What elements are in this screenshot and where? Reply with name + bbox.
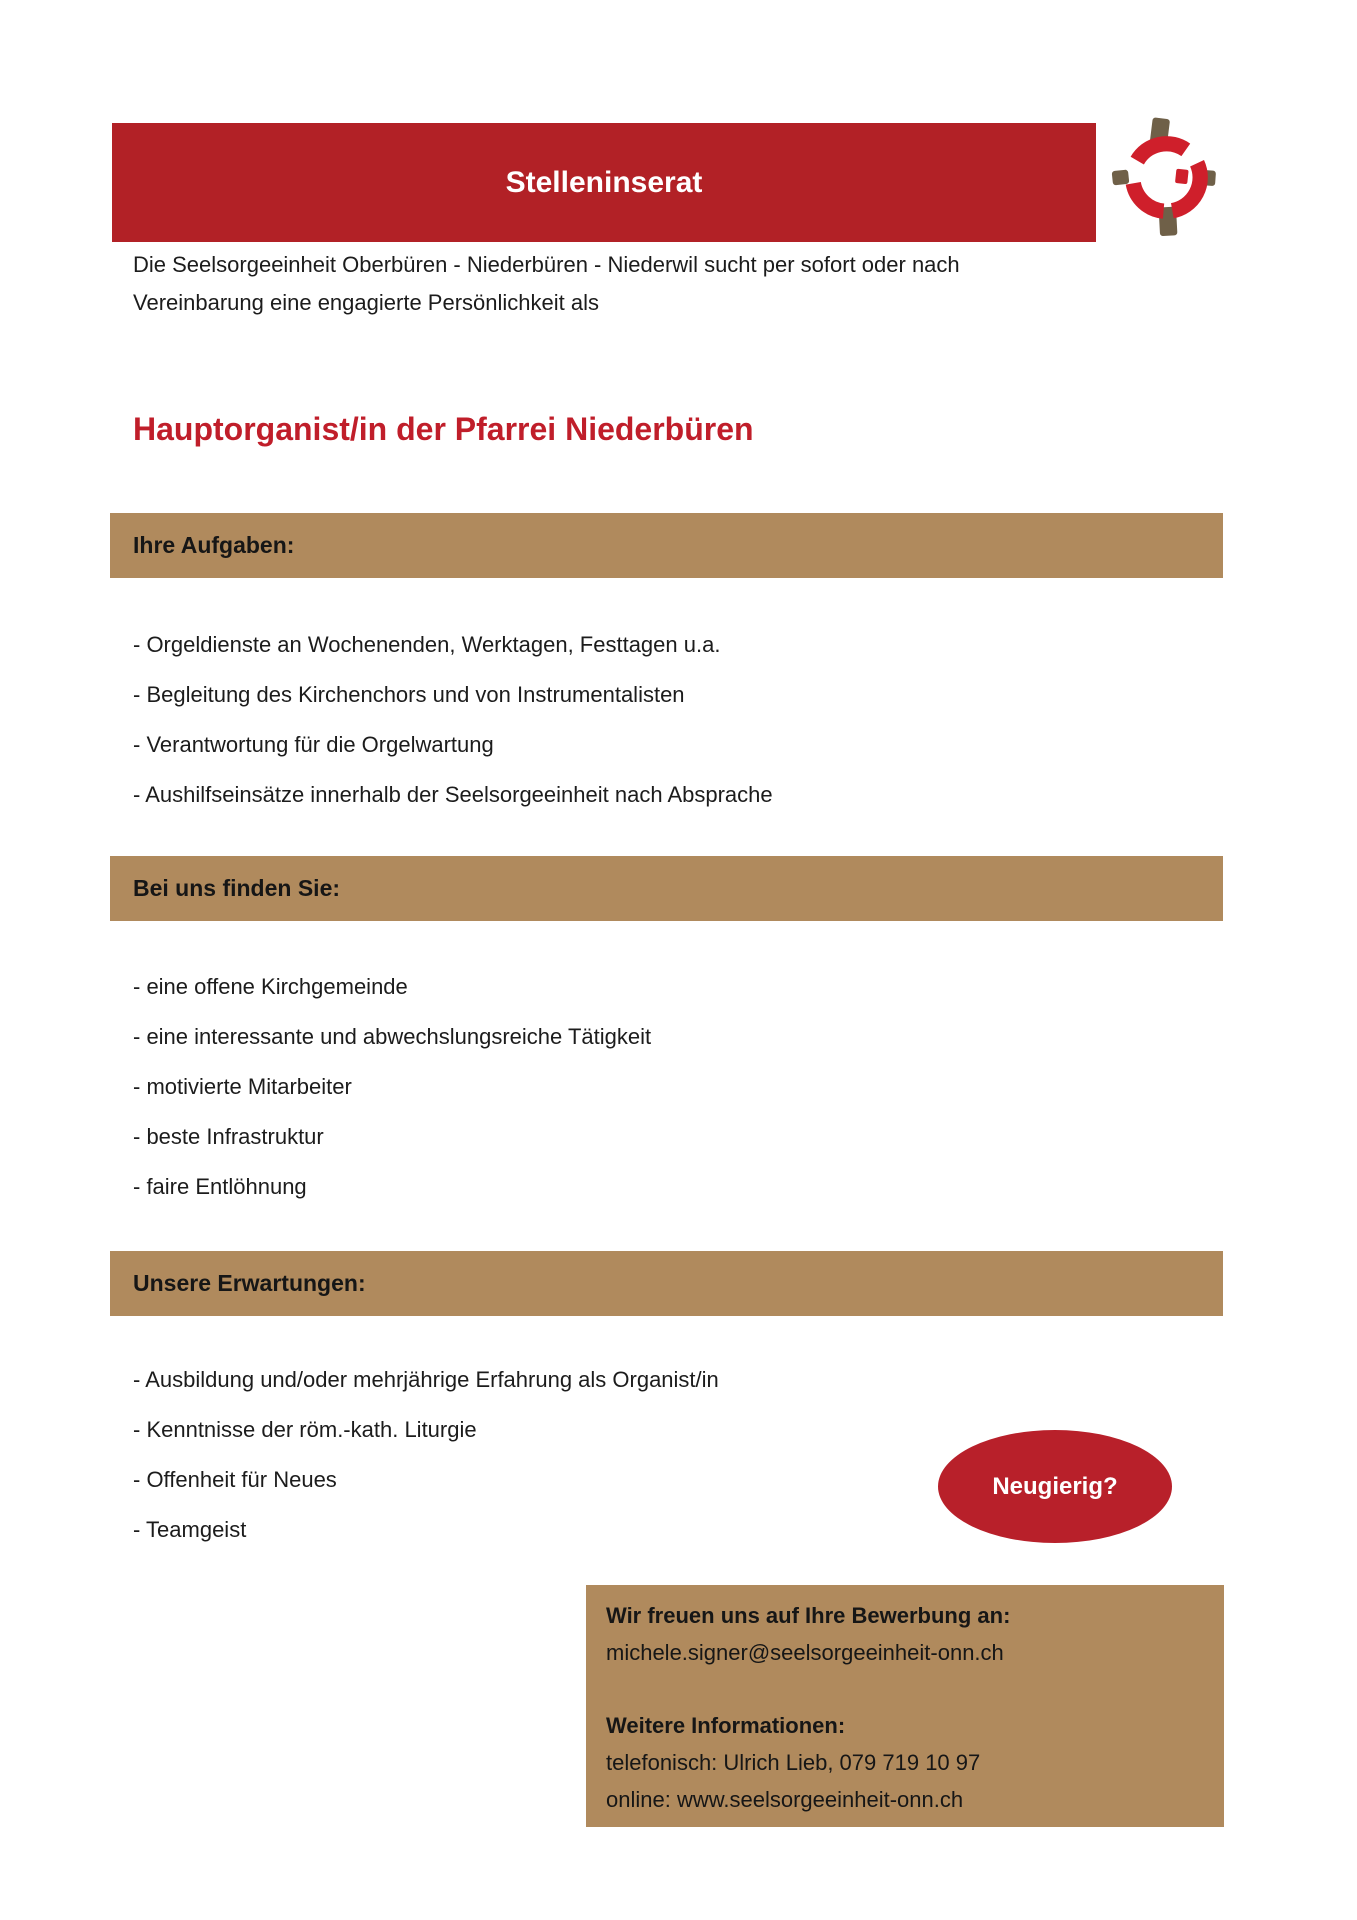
section-heading-label: Bei uns finden Sie: bbox=[133, 875, 341, 901]
section-heading-aufgaben bbox=[110, 513, 1223, 578]
apply-email: michele.signer@seelsorgeeinheit-onn.ch bbox=[606, 1640, 1004, 1665]
list-item: - Kenntnisse der röm.-kath. Liturgie bbox=[133, 1417, 477, 1442]
header-bar bbox=[112, 123, 1096, 242]
intro-text: Die Seelsorgeeinheit Oberbüren - Niederbüren - Niederwil sucht per sofort oder nach Vereinbarung eine engagierte Persönlichkeit als bbox=[133, 252, 960, 315]
list-item: - Offenheit für Neues bbox=[133, 1467, 337, 1492]
list-item: - faire Entlöhnung bbox=[133, 1174, 307, 1199]
section-heading-label: Unsere Erwartungen: bbox=[133, 1270, 366, 1296]
contact-box bbox=[586, 1585, 1224, 1827]
info-website: online: www.seelsorgeeinheit-onn.ch bbox=[606, 1787, 964, 1812]
section-heading-expectations bbox=[110, 1251, 1223, 1316]
seelsorgeeinheit-logo-icon bbox=[1103, 110, 1231, 248]
info-heading: Weitere Informationen: bbox=[606, 1713, 846, 1738]
list-item: - Orgeldienste an Wochenenden, Werktagen, Festtagen u.a. bbox=[133, 632, 721, 657]
list-item: - Begleitung des Kirchenchors und von Instrumentalisten bbox=[133, 682, 685, 707]
task-list bbox=[133, 620, 773, 820]
neugierig-badge-label: Neugierig? bbox=[992, 1472, 1118, 1500]
job-title: Hauptorganist/in der Pfarrei Niederbüren bbox=[133, 411, 754, 447]
benefits-list bbox=[133, 962, 651, 1212]
list-item: - beste Infrastruktur bbox=[133, 1124, 324, 1149]
section-heading-label: Ihre Aufgaben: bbox=[133, 532, 295, 558]
list-item: - Aushilfseinsätze innerhalb der Seelsorgeeinheit nach Absprache bbox=[133, 782, 773, 807]
list-item: - eine offene Kirchgemeinde bbox=[133, 974, 408, 999]
info-phone: telefonisch: Ulrich Lieb, 079 719 10 97 bbox=[606, 1750, 981, 1775]
apply-heading: Wir freuen uns auf Ihre Bewerbung an: bbox=[606, 1603, 1011, 1628]
list-item: - eine interessante und abwechslungsreiche Tätigkeit bbox=[133, 1024, 652, 1049]
list-item: - motivierte Mitarbeiter bbox=[133, 1074, 352, 1099]
neugierig-badge bbox=[938, 1430, 1172, 1543]
contact-spacer bbox=[606, 1671, 1224, 1707]
list-item: - Ausbildung und/oder mehrjährige Erfahrung als Organist/in bbox=[133, 1367, 719, 1392]
section-heading-benefits bbox=[110, 856, 1223, 921]
list-item: - Verantwortung für die Orgelwartung bbox=[133, 732, 494, 757]
expectations-list bbox=[133, 1355, 719, 1555]
list-item: - Teamgeist bbox=[133, 1517, 247, 1542]
page-title: Stelleninserat bbox=[505, 166, 703, 199]
